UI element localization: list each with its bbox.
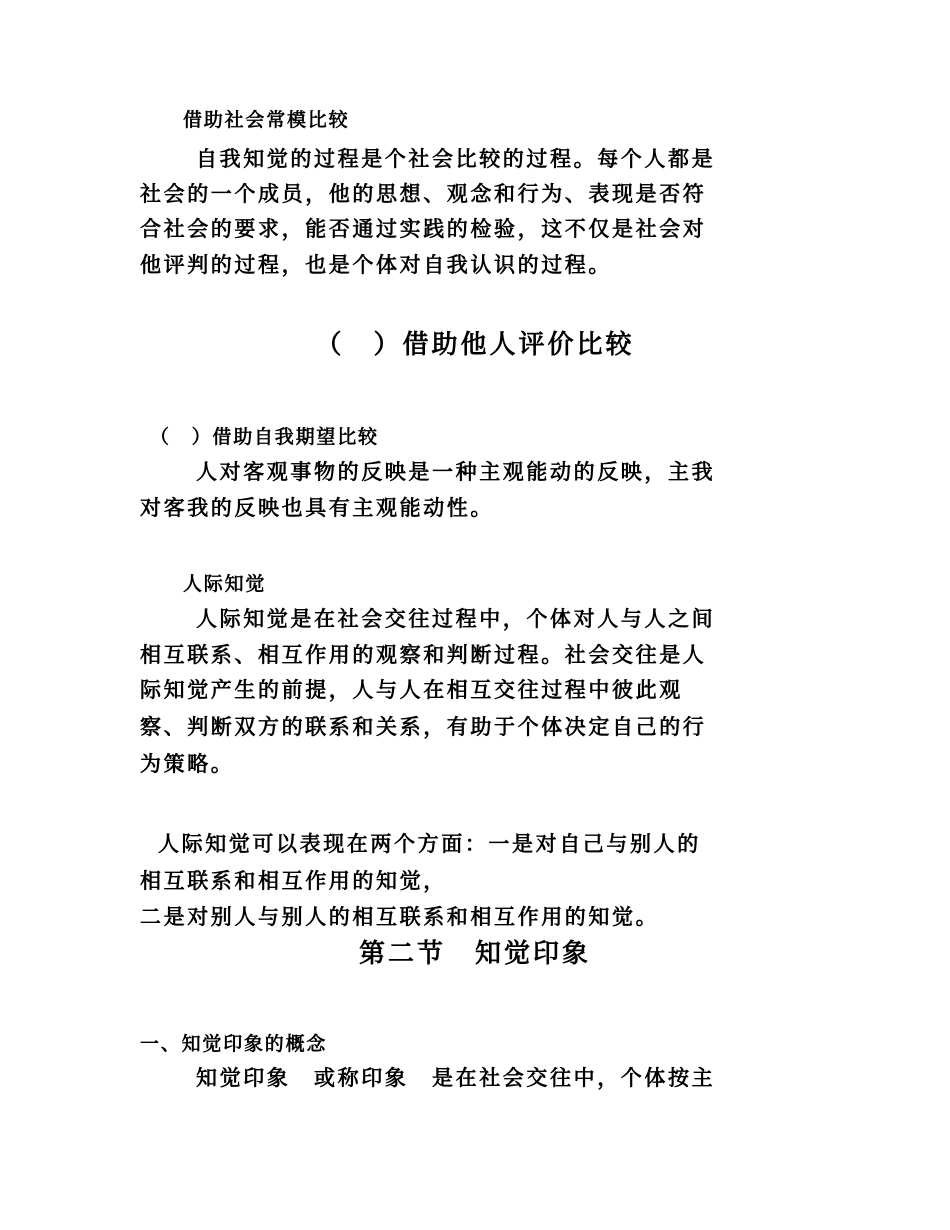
paragraph-line: 人际知觉是在社会交往过程中，个体对人与人之间 bbox=[196, 607, 716, 631]
paragraph-line: 二是对别人与别人的相互联系和相互作用的知觉。 bbox=[140, 905, 660, 929]
paragraph-line: 人对客观事物的反映是一种主观能动的反映，主我 bbox=[196, 460, 716, 484]
subheading-self-expectation-comparison: （ ）借助自我期望比较 bbox=[150, 426, 379, 448]
subheading-social-norm-comparison: 借助社会常模比较 bbox=[183, 109, 350, 131]
paragraph-line: 他评判的过程，也是个体对自我认识的过程。 bbox=[140, 253, 612, 277]
paragraph-line: 知觉印象 或称印象 是在社会交往中，个体按主 bbox=[196, 1066, 716, 1090]
paragraph-line: 自我知觉的过程是个社会比较的过程。每个人都是 bbox=[196, 147, 716, 171]
subheading-interpersonal-perception: 人际知觉 bbox=[183, 573, 267, 595]
paragraph-line: 相互联系、相互作用的观察和判断过程。社会交往是人 bbox=[140, 643, 707, 667]
paragraph-line: 为策略。 bbox=[140, 752, 235, 776]
subheading-impression-concept: 一、知觉印象的概念 bbox=[140, 1033, 328, 1055]
paragraph-line: 察、判断双方的联系和关系，有助于个体决定自己的行 bbox=[140, 715, 707, 739]
paragraph-line: 相互联系和相互作用的知觉， bbox=[140, 869, 447, 893]
paragraph-line: 对客我的反映也具有主观能动性。 bbox=[140, 496, 494, 520]
section-heading-others-evaluation: （ ）借助他人评价比较 bbox=[315, 330, 635, 360]
paragraph-line: 社会的一个成员，他的思想、观念和行为、表现是否符 bbox=[140, 182, 707, 206]
paragraph-line: 合社会的要求，能否通过实践的检验，这不仅是社会对 bbox=[140, 217, 707, 241]
section-heading-perceptual-impression: 第二节 知觉印象 bbox=[358, 939, 591, 969]
paragraph-line: 际知觉产生的前提，人与人在相互交往过程中彼此观 bbox=[140, 678, 683, 702]
paragraph-line: 人际知觉可以表现在两个方面：一是对自己与别人的 bbox=[158, 832, 701, 856]
